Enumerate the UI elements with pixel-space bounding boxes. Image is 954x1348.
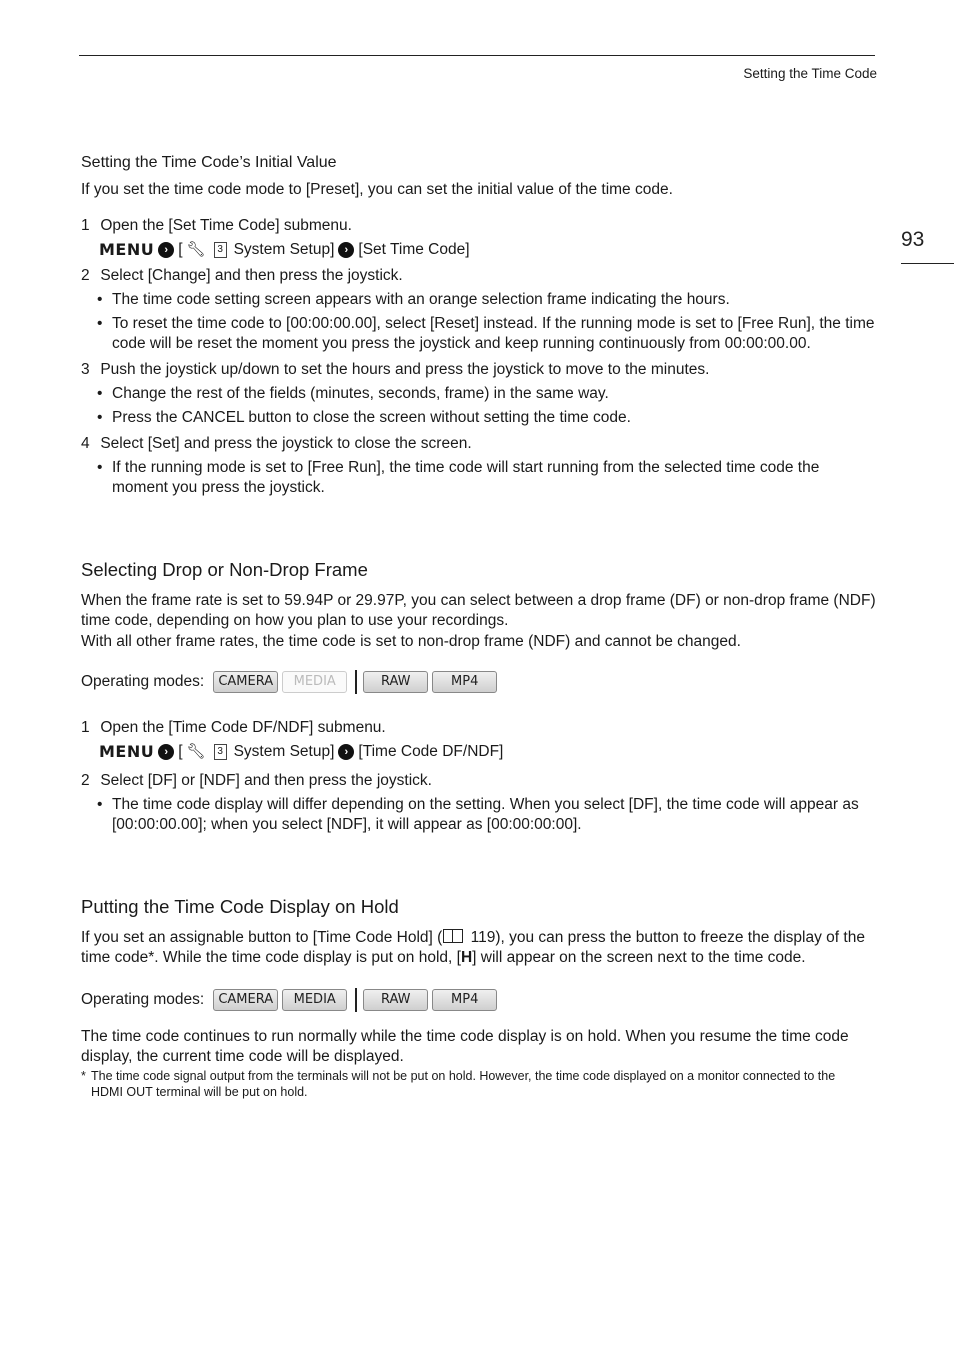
step-text: Select [DF] or [NDF] and then press the joystick.	[100, 772, 432, 789]
wrench-icon: 🔧︎	[186, 743, 206, 760]
bullet-item	[97, 314, 882, 354]
menu-open-bracket: [	[178, 743, 183, 760]
operating-modes-label: Operating modes:	[81, 673, 205, 690]
mode-separator	[355, 988, 357, 1012]
section-paragraph	[81, 928, 881, 968]
paragraph-part: 119), you can press the button to freeze the display of the time code*. While the time code display is put on hold, [	[81, 929, 865, 966]
step-text: Push the joystick up/down to set the hours and press the joystick to move to the minutes.	[100, 361, 710, 378]
running-header: Setting the Time Code	[743, 66, 877, 81]
section-paragraph: When the frame rate is set to 59.94P or 29.97P, you can select between a drop frame (DF) or non-drop frame (NDF) time code, depending on how you plan to use your recordings.	[81, 592, 876, 629]
mode-camera-badge: CAMERA	[213, 671, 278, 693]
menu-path	[99, 742, 503, 762]
footnote	[81, 1068, 861, 1100]
bullet-dot: •	[97, 291, 103, 308]
step-number: 1	[81, 719, 90, 736]
menu-tab-number: 3	[214, 744, 227, 760]
bullet-dot: •	[97, 315, 103, 332]
step-2	[81, 771, 432, 791]
step-number: 2	[81, 772, 90, 789]
step-number: 2	[81, 267, 90, 284]
step-text: Open the [Set Time Code] submenu.	[100, 217, 352, 234]
bullet-text: The time code setting screen appears with an orange selection frame indicating the hours.	[112, 291, 730, 308]
operating-modes	[81, 670, 501, 694]
section-heading-initial-value: Setting the Time Code’s Initial Value	[81, 154, 337, 171]
step-text: Select [Set] and press the joystick to close the screen.	[100, 435, 472, 452]
bullet-dot: •	[97, 385, 103, 402]
step-number: 1	[81, 217, 90, 234]
arrow-right-icon: ›	[338, 744, 354, 760]
bullet-dot: •	[97, 459, 103, 476]
step-3	[81, 360, 709, 380]
section-paragraph: The time code continues to run normally while the time code display is on hold. When you resume the time code display, the current time code will be displayed.	[81, 1028, 849, 1065]
step-number: 4	[81, 435, 90, 452]
bullet-text: Press the CANCEL button to close the screen without setting the time code.	[112, 409, 631, 426]
mode-camera-badge: CAMERA	[213, 989, 278, 1011]
arrow-right-icon: ›	[158, 242, 174, 258]
bullet-item	[97, 458, 867, 498]
footnote-mark: *	[81, 1069, 86, 1083]
bullet-item	[97, 408, 882, 428]
operating-modes-label: Operating modes:	[81, 991, 205, 1008]
bullet-dot: •	[97, 409, 103, 426]
bullet-item	[97, 384, 882, 404]
paragraph-part: If you set an assignable button to [Time Code Hold] (	[81, 929, 443, 946]
section-paragraph: With all other frame rates, the time code is set to non-drop frame (NDF) and cannot be changed.	[81, 633, 741, 650]
mode-raw-badge: RAW	[363, 989, 428, 1011]
step-text: Open the [Time Code DF/NDF] submenu.	[100, 719, 386, 736]
menu-tab-number: 3	[214, 242, 227, 258]
mode-media-badge: MEDIA	[282, 989, 347, 1011]
hold-symbol: H	[460, 949, 473, 966]
mode-mp4-badge: MP4	[432, 671, 497, 693]
page-number: 93	[901, 228, 925, 251]
bullet-text: To reset the time code to [00:00:00.00], select [Reset] instead. If the running mode is set to [Free Run], the time code will be reset the moment you press the joystick and keep running continuously from 00:00:00.00.	[112, 315, 875, 352]
menu-label: MENU	[99, 240, 155, 259]
operating-modes	[81, 988, 501, 1012]
bullet-item	[97, 795, 882, 835]
bullet-item	[97, 290, 882, 310]
bullet-text: The time code display will differ depending on the setting. When you select [DF], the time code will appear as [00:00:00.00]; when you select [NDF], it will appear as [00:00:00:00].	[112, 796, 859, 833]
step-1	[81, 718, 386, 738]
menu-path	[99, 240, 470, 260]
section-heading-drop-frame: Selecting Drop or Non-Drop Frame	[81, 559, 368, 580]
wrench-icon: 🔧︎	[186, 241, 206, 258]
page-number-rule	[901, 263, 954, 264]
mode-media-badge: MEDIA	[282, 671, 347, 693]
step-text: Select [Change] and then press the joystick.	[100, 267, 403, 284]
step-4	[81, 434, 472, 454]
arrow-right-icon: ›	[338, 242, 354, 258]
menu-open-bracket: [	[178, 241, 183, 258]
menu-path-item: [Time Code DF/NDF]	[358, 743, 504, 760]
bullet-dot: •	[97, 796, 103, 813]
bullet-text: If the running mode is set to [Free Run], the time code will start running from the selected time code the moment you press the joystick.	[112, 459, 820, 496]
paragraph-part: ] will appear on the screen next to the time code.	[472, 949, 806, 966]
section-intro: If you set the time code mode to [Preset], you can set the initial value of the time code.	[81, 181, 673, 198]
header-rule	[79, 55, 875, 56]
step-number: 3	[81, 361, 90, 378]
bullet-text: Change the rest of the fields (minutes, seconds, frame) in the same way.	[112, 385, 609, 402]
menu-path-system-setup: System Setup]	[233, 743, 335, 760]
menu-path-system-setup: System Setup]	[233, 241, 335, 258]
menu-label: MENU	[99, 742, 155, 761]
step-2	[81, 266, 403, 286]
mode-raw-badge: RAW	[363, 671, 428, 693]
menu-path-item: [Set Time Code]	[358, 241, 470, 258]
mode-separator	[355, 670, 357, 694]
step-1	[81, 216, 352, 236]
book-icon	[443, 929, 463, 943]
footnote-text: The time code signal output from the terminals will not be put on hold. However, the time code displayed on a monitor connected to the HDMI OUT terminal will be put on hold.	[91, 1069, 836, 1099]
section-heading-hold: Putting the Time Code Display on Hold	[81, 896, 399, 917]
arrow-right-icon: ›	[158, 744, 174, 760]
mode-mp4-badge: MP4	[432, 989, 497, 1011]
